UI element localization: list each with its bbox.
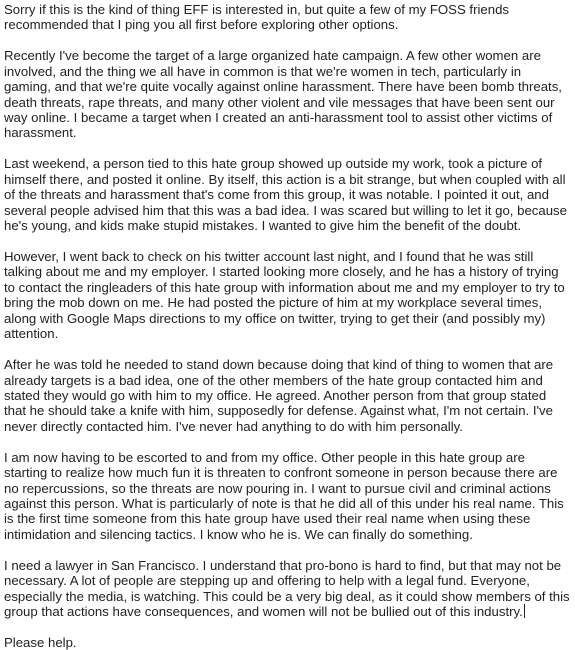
paragraph-request-text: I need a lawyer in San Francisco. I understand that pro-bono is hard to find, but that may not be necessary. A lot of people are stepping up and offering to help with a legal fund. Everyone, especially the media, is watching. This could be a very big deal, as it could show members of this group that actions have consequences, and women will not be bullied out of this industry. xyxy=(4,557,570,619)
paragraph-incident: Last weekend, a person tied to this hate group showed up outside my work, took a picture of himself there, and posted it online. By itself, this action is a bit strange, but when coupled with all of the threats and harassment that's come from this group, it was notable. I pointed it out, and several people advised him that this was a bad idea. I was scared but willing to let it go, because he's young, and kids make stupid mistakes. I wanted to give him the benefit of the doubt. xyxy=(4,156,567,234)
paragraph-request[interactable] xyxy=(4,558,570,620)
paragraph-current-situation: I am now having to be escorted to and from my office. Other people in this hate group are starting to realize how much fun it is threaten to confront someone in person because there are no repercussions, so the threats are now pouring in. I want to pursue civil and criminal actions against this person. What is particularly of note is that he did all of this under his real name. This is the first time someone from this hate group have used their real name when using these intimidation and silencing tactics. I know who he is. We can finally do something. xyxy=(4,449,564,542)
paragraph-intro: Sorry if this is the kind of thing EFF is interested in, but quite a few of my FOSS friends recommended that I ping you all first before exploring other options. xyxy=(4,2,510,33)
text-cursor xyxy=(524,604,525,618)
paragraph-twitter-history: However, I went back to check on his twitter account last night, and I found that he was still talking about me and my employer. I started looking more closely, and he has a history of trying to contact the ringleaders of this hate group with information about me and my employer to try to bring the mob down on me. He had posted the picture of him at my workplace several times, along with Google Maps directions to my office on twitter, trying to get their (and possibly my) attention. xyxy=(4,249,565,342)
email-body xyxy=(4,2,570,650)
paragraph-closing: Please help. xyxy=(4,634,77,650)
paragraph-escalation: After he was told he needed to stand down because doing that kind of thing to women that are already targets is a bad idea, one of the other members of the hate group contacted him and stated they would go with him to my office. He agreed. Another person from that group stated that he should take a knife with him, supposedly for defense. Against what, I'm not certain. I've never directly contacted him. I've never had anything to do with him personally. xyxy=(4,357,554,434)
paragraph-background: Recently I've become the target of a large organized hate campaign. A few other women are involved, and the thing we all have in common is that we're women in tech, particularly in gaming, and that we're quite vocally against online harassment. There have been bomb threats, death threats, rape threats, and many other violent and vile messages that have been sent our way online. I became a target when I created an anti-harassment tool to assist other victims of harassment. xyxy=(4,48,562,141)
